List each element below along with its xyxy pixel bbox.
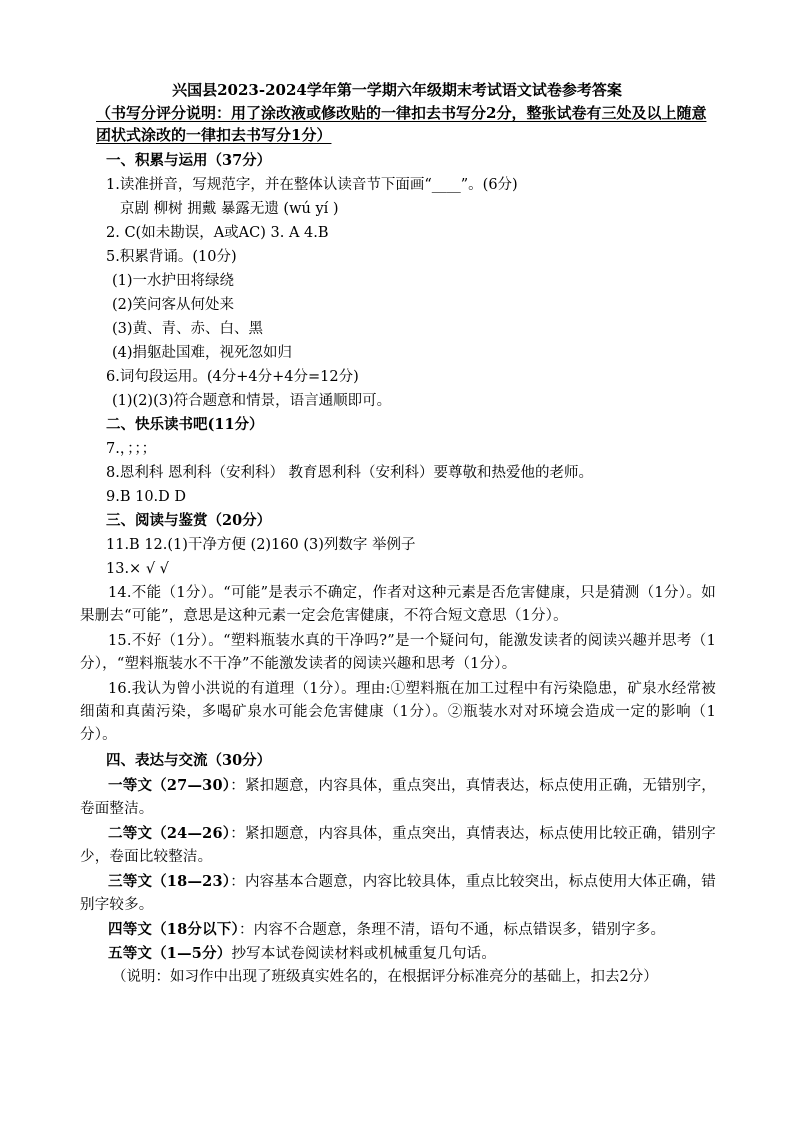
answer-1: 京剧 柳树 拥戴 暴露无遗 (wú yí ) (120, 201, 339, 217)
answer-5-item: (1)一水护田将绿绕 (112, 273, 235, 289)
grade-text: ：内容不合题意，条理不清，语句不通，标点错误多，错别字多。 (238, 922, 666, 938)
answer-5-item: (2)笑问客从何处来 (112, 297, 235, 313)
answer-15: 15.不好（1分）。“塑料瓶装水真的干净吗?”是一个疑问句，能激发读者的阅读兴趣并思考（1分），“塑料瓶装水不干净”不能激发读者的阅读兴趣和思考（1分）。 (80, 633, 716, 672)
question-5: 5.积累背诵。(10分) (106, 249, 237, 265)
section-heading-1: 一、积累与运用（37分） (106, 152, 272, 169)
grade-text: 抄写本试卷阅读材料或机械重复几句话。 (231, 946, 497, 962)
scoring-note: （书写分评分说明：用了涂改液或修改贴的一律扣去书写分2分，整张试卷有三处及以上随意团状式涂改的一律扣去书写分1分） (96, 104, 707, 144)
answer-5-item: (4)捐躯赴国难，视死忽如归 (112, 345, 293, 361)
answers-9-10: 9.B 10.D D (106, 489, 187, 505)
answer-13: 13.× √ √ (106, 561, 169, 577)
grade-criterion (80, 942, 716, 966)
question-6: 6.词句段运用。(4分+4分+4分=12分) (106, 369, 359, 385)
section-heading-4: 四、表达与交流（30分） (106, 752, 272, 769)
page-title: 兴国县2023-2024学年第一学期六年级期末考试语文试卷参考答案 (172, 81, 622, 99)
answer-8: 8.恩利科 恩利科（安利科） 教育恩利科（安利科）要尊敬和热爱他的老师。 (106, 465, 594, 481)
answer-7: 7.，；；； (106, 441, 157, 457)
question-1: 1.读准拼音，写规范字，并在整体认读音节下面画“____”。(6分) (106, 177, 518, 193)
grade-text: ：紧扣题意，内容具体，重点突出，真情表达，标点使用比较正确，错别字少，卷面比较整洁。 (80, 826, 716, 865)
grade-label: 四等文（18分以下） (108, 921, 239, 938)
grade-label: 五等文（1—5分） (108, 945, 232, 962)
grade-criterion (80, 918, 716, 942)
answer-14: 14.不能（1分）。“可能”是表示不确定，作者对这种元素是否危害健康，只是猜测（1分）。如果删去“可能”，意思是这种元素一定会危害健康，不符合短文意思（1分）。 (80, 585, 716, 624)
grade-text: ：紧扣题意，内容具体，重点突出，真情表达，标点使用正确，无错别字，卷面整洁。 (80, 778, 716, 817)
answer-5-item: (3)黄、青、赤、白、黑 (112, 321, 264, 337)
answer-16: 16.我认为曾小洪说的有道理（1分）。理由:①塑料瓶在加工过程中有污染隐患，矿泉水经常被细菌和真菌污染，多喝矿泉水可能会危害健康（1分）。②瓶装水对对环境会造成一定的影响（1分）。 (80, 681, 716, 743)
section-heading-2: 二、快乐读书吧(11分） (106, 416, 264, 433)
answers-11-12: 11.B 12.(1)干净方便 (2)160 (3)列数字 举例子 (106, 537, 416, 553)
grade-criterion (80, 822, 716, 869)
final-note: （说明：如习作中出现了班级真实姓名的，在根据评分标准亮分的基础上，扣去2分） (112, 969, 658, 985)
section-heading-3: 三、阅读与鉴赏（20分） (106, 512, 272, 529)
grade-label: 三等文（18—23） (108, 873, 231, 890)
answers-2-4: 2. C(如未勘误，A或AC) 3. A 4.B (106, 225, 329, 241)
grade-criterion (80, 774, 716, 821)
grade-label: 一等文（27—30） (108, 777, 231, 794)
grade-text: ：内容基本合题意，内容比较具体，重点比较突出，标点使用大体正确，错别字较多。 (80, 874, 716, 913)
answer-6: (1)(2)(3)符合题意和情景，语言通顺即可。 (112, 393, 392, 409)
grade-criterion (80, 870, 716, 917)
grade-label: 二等文（24—26） (108, 825, 231, 842)
